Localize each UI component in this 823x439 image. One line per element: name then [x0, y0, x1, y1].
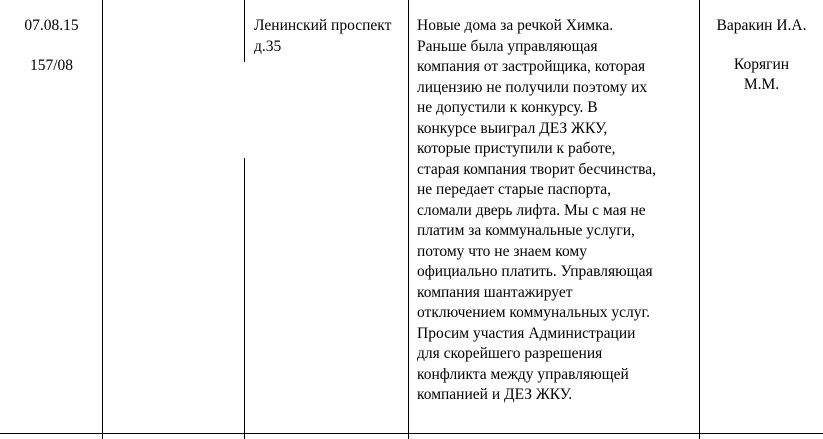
complaint-line: официально платить. Управляющая: [417, 263, 653, 280]
complaint-line: конкурсе выиграл ДЕЗ ЖКУ,: [417, 119, 608, 137]
column-border-2-top: [244, 0, 245, 62]
responsible-persons-cell: [706, 16, 817, 96]
complaint-line: компания от застройщика, которая: [417, 58, 646, 75]
complaint-line: компанией и ДЕЗ ЖКУ.: [417, 386, 573, 403]
complaint-line: компания шантажирует: [417, 283, 573, 301]
complaint-text-cell: [417, 16, 694, 406]
responsible-person-1: Варакин И.А.: [716, 17, 807, 34]
complaint-line: не допустили к конкурсу. В: [417, 99, 598, 116]
complaint-line: отключением коммунальных услуг.: [417, 304, 651, 321]
complaint-line: потому что не знаем кому: [417, 242, 587, 260]
date-cell: 07.08.15: [24, 17, 79, 34]
complaint-line: которые приступили к работе,: [417, 140, 616, 157]
row-bottom-border: [0, 433, 823, 434]
column-border-4: [699, 0, 700, 439]
address-cell: Ленинский проспект д.35: [254, 17, 392, 55]
complaint-line: лицензию не получили поэтому их: [417, 78, 648, 96]
complaint-line: для скорейшего разрешения: [417, 345, 603, 362]
responsible-person-2-surname: Корягин: [733, 55, 790, 73]
complaint-line: старая компания творит бесчинства,: [417, 160, 656, 178]
complaint-line: Раньше была управляющая: [417, 37, 598, 55]
responsible-person-2-initials: М.М.: [743, 76, 780, 93]
column-border-3: [408, 0, 409, 439]
column-border-2-bottom: [244, 158, 245, 439]
complaint-line: конфликта между управляющей: [417, 365, 629, 383]
complaint-line: сломали дверь лифта. Мы с мая не: [417, 201, 646, 219]
complaint-line: Новые дома за речкой Химка.: [417, 17, 614, 34]
complaint-line: Просим участия Администрации: [417, 324, 636, 342]
complaint-line: не передает старые паспорта,: [417, 181, 611, 198]
complaint-line: платим за коммунальные услуги,: [417, 222, 635, 239]
registration-number-cell: 157/08: [29, 57, 74, 74]
